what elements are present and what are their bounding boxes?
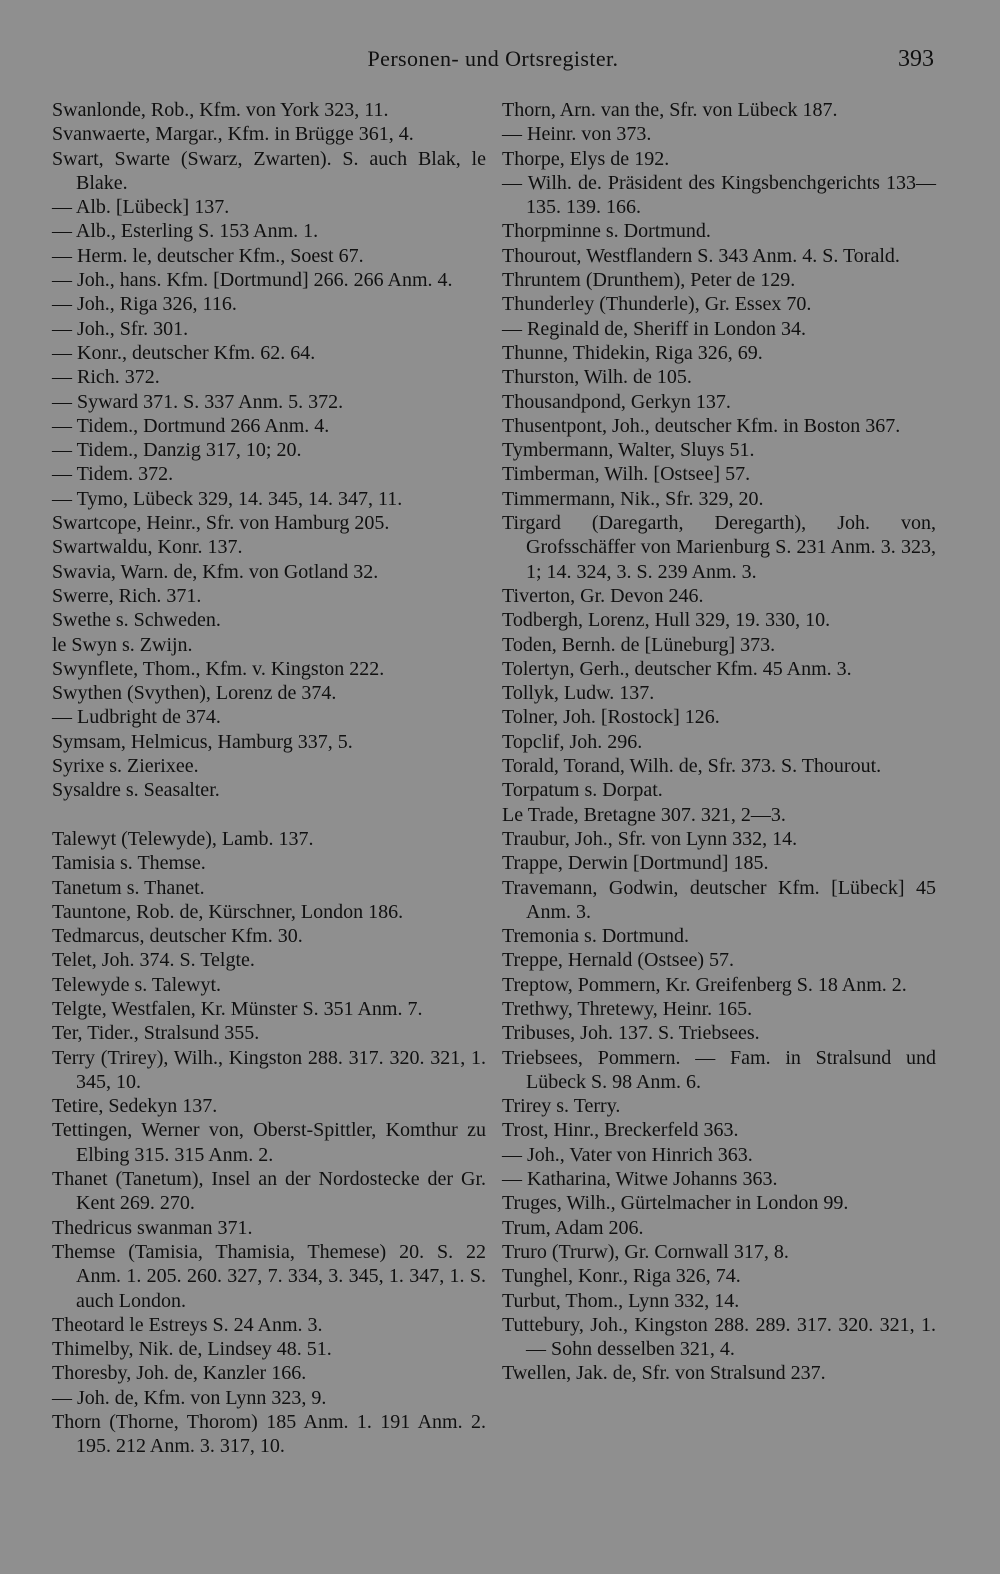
index-entry: Tuttebury, Joh., Kingston 288. 289. 317. 320. 321, 1. — Sohn desselben 321, 4. — [502, 1313, 936, 1361]
index-entry: Terry (Trirey), Wilh., Kingston 288. 317. 320. 321, 1. 345, 10. — [52, 1046, 486, 1093]
index-entry: — Rich. 372. — [52, 366, 160, 389]
index-entry: Tauntone, Rob. de, Kürschner, London 186. — [52, 900, 404, 923]
index-entry: Tolner, Joh. [Rostock] 126. — [502, 706, 720, 729]
index-entry: Symsam, Helmicus, Hamburg 337, 5. — [52, 730, 353, 753]
index-entry: — Ludbright de 374. — [52, 706, 221, 729]
index-entry: Swethe s. Schweden. — [52, 609, 221, 632]
index-entry: Telgte, Westfalen, Kr. Münster S. 351 Anm. 7. — [52, 997, 423, 1020]
index-entry: Tunghel, Konr., Riga 326, 74. — [502, 1265, 741, 1288]
index-entry: Thorn, Arn. van the, Sfr. von Lübeck 187. — [502, 99, 838, 121]
index-entry: Tetire, Sedekyn 137. — [52, 1095, 218, 1118]
index-entry: Thourout, Westflandern S. 343 Anm. 4. S. Torald. — [502, 244, 900, 267]
index-entry: Trappe, Derwin [Dortmund] 185. — [502, 852, 769, 875]
page-number: 393 — [898, 46, 934, 72]
index-entry: Toden, Bernh. de [Lüneburg] 373. — [502, 633, 776, 656]
index-entry: Swartcope, Heinr., Sfr. von Hamburg 205. — [52, 512, 390, 535]
index-entry: Trum, Adam 206. — [502, 1216, 644, 1239]
index-entry: — Reginald de, Sheriff in London 34. — [502, 317, 807, 340]
index-entry: Truges, Wilh., Gürtelmacher in London 99. — [502, 1192, 849, 1215]
index-entry: Torald, Torand, Wilh. de, Sfr. 373. S. Thourout. — [502, 755, 882, 778]
index-entry: — Alb. [Lübeck] 137. — [52, 196, 230, 219]
index-entry: Thoresby, Joh. de, Kanzler 166. — [52, 1362, 307, 1385]
index-entry: Swartwaldu, Konr. 137. — [52, 536, 243, 559]
index-entry: — Joh., Riga 326, 116. — [52, 293, 237, 316]
index-entry: Thorn (Thorne, Thorom) 185 Anm. 1. 191 Anm. 2. 195. 212 Anm. 3. 317, 10. — [52, 1411, 486, 1458]
index-entry: Travemann, Godwin, deutscher Kfm. [Lübeck] 45 Anm. 3. — [502, 876, 936, 923]
index-entry: Tribuses, Joh. 137. S. Triebsees. — [502, 1022, 760, 1045]
index-entry: Talewyt (Telewyde), Lamb. 137. — [52, 827, 314, 850]
index-entry: Trethwy, Thretewy, Heinr. 165. — [502, 997, 753, 1020]
index-entry: Trirey s. Terry. — [502, 1095, 621, 1118]
index-entry: Le Trade, Bretagne 307. 321, 2—3. — [502, 803, 786, 826]
section-gap — [52, 803, 486, 827]
index-entry: Todbergh, Lorenz, Hull 329, 19. 330, 10. — [502, 609, 831, 632]
index-entry: Triebsees, Pommern. — Fam. in Stralsund und Lübeck S. 98 Anm. 6. — [502, 1046, 936, 1093]
index-entry: Thorpe, Elys de 192. — [502, 147, 670, 170]
page-header — [52, 44, 934, 80]
index-entry: Torpatum s. Dorpat. — [502, 779, 663, 802]
index-entry: Tremonia s. Dortmund. — [502, 925, 690, 948]
index-entry: Traubur, Joh., Sfr. von Lynn 332, 14. — [502, 827, 798, 850]
index-entry: Trost, Hinr., Breckerfeld 363. — [502, 1119, 739, 1142]
index-column-left — [52, 98, 486, 1459]
index-entry: Tirgard (Daregarth, Deregarth), Joh. von, Grofsschäffer von Marienburg S. 231 Anm. 3. 323, 1; 14. 324, 3. S. 239 Anm. 3. — [502, 512, 936, 583]
index-entry: Twellen, Jak. de, Sfr. von Stralsund 237. — [502, 1362, 826, 1385]
index-entry: Thunne, Thidekin, Riga 326, 69. — [502, 341, 763, 364]
index-entry: Tettingen, Werner von, Oberst-Spittler, Komthur zu Elbing 315. 315 Anm. 2. — [52, 1119, 486, 1166]
index-entry: Tamisia s. Themse. — [52, 852, 206, 875]
index-entry: Timmermann, Nik., Sfr. 329, 20. — [502, 487, 764, 510]
index-entry: Tolertyn, Gerh., deutscher Kfm. 45 Anm. 3. — [502, 657, 852, 680]
index-entry: Swynflete, Thom., Kfm. v. Kingston 222. — [52, 657, 385, 680]
index-entry: Thurston, Wilh. de 105. — [502, 366, 692, 389]
index-entry: Treptow, Pommern, Kr. Greifenberg S. 18 Anm. 2. — [502, 973, 907, 996]
index-entry: Svanwaerte, Margar., Kfm. in Brügge 361, 4. — [52, 123, 414, 146]
index-entry: — Tidem., Danzig 317, 10; 20. — [52, 439, 302, 462]
index-entry: Swart, Swarte (Swarz, Zwarten). S. auch Blak, le Blake. — [52, 147, 486, 194]
index-entry: Thorpminne s. Dortmund. — [502, 220, 711, 243]
index-entry: Theotard le Estreys S. 24 Anm. 3. — [52, 1313, 323, 1336]
index-entry: Thanet (Tanetum), Insel an der Nordostecke der Gr. Kent 269. 270. — [52, 1168, 486, 1215]
index-entry: Tanetum s. Thanet. — [52, 876, 205, 899]
index-entry: Telewyde s. Talewyt. — [52, 973, 222, 996]
index-entry: — Heinr. von 373. — [502, 123, 652, 146]
index-entry: — Syward 371. S. 337 Anm. 5. 372. — [52, 390, 344, 413]
index-entry: Tedmarcus, deutscher Kfm. 30. — [52, 925, 303, 948]
running-title: Personen- und Ortsregister. — [367, 46, 619, 71]
index-entry: — Wilh. de. Präsident des Kingsbenchgerichts 133—135. 139. 166. — [502, 171, 936, 219]
index-entry: Truro (Trurw), Gr. Cornwall 317, 8. — [502, 1240, 789, 1263]
index-entry: Tiverton, Gr. Devon 246. — [502, 584, 704, 607]
index-entry: Telet, Joh. 374. S. Telgte. — [52, 949, 255, 972]
index-entry: — Joh. de, Kfm. von Lynn 323, 9. — [52, 1386, 327, 1409]
index-entry: — Alb., Esterling S. 153 Anm. 1. — [52, 220, 319, 243]
index-entry: Swanlonde, Rob., Kfm. von York 323, 11. — [52, 99, 389, 121]
index-entry: Thusentpont, Joh., deutscher Kfm. in Boston 367. — [502, 414, 901, 437]
index-entry: Turbut, Thom., Lynn 332, 14. — [502, 1289, 740, 1312]
index-entry: — Joh., hans. Kfm. [Dortmund] 266. 266 Anm. 4. — [52, 269, 453, 292]
index-entry: Thunderley (Thunderle), Gr. Essex 70. — [502, 293, 812, 316]
index-entry: Treppe, Hernald (Ostsee) 57. — [502, 949, 734, 972]
index-entry: le Swyn s. Zwijn. — [52, 633, 193, 656]
index-entry: — Tidem. 372. — [52, 463, 174, 486]
index-entry: Ter, Tider., Stralsund 355. — [52, 1022, 260, 1045]
index-entry: Tollyk, Ludw. 137. — [502, 682, 655, 705]
index-entry: Timberman, Wilh. [Ostsee] 57. — [502, 463, 751, 486]
index-entry: Sysaldre s. Seasalter. — [52, 779, 220, 802]
index-entry: Syrixe s. Zierixee. — [52, 755, 199, 778]
index-entry: Thousandpond, Gerkyn 137. — [502, 390, 731, 413]
index-entry: — Herm. le, deutscher Kfm., Soest 67. — [52, 244, 364, 267]
index-entry: Swavia, Warn. de, Kfm. von Gotland 32. — [52, 560, 379, 583]
index-entry: — Konr., deutscher Kfm. 62. 64. — [52, 341, 316, 364]
index-entry: Thedricus swanman 371. — [52, 1216, 253, 1239]
index-entry: Thimelby, Nik. de, Lindsey 48. 51. — [52, 1338, 332, 1361]
index-entry: Swerre, Rich. 371. — [52, 584, 202, 607]
index-column-right — [502, 98, 936, 1386]
index-entry: Tymbermann, Walter, Sluys 51. — [502, 439, 755, 462]
index-entry: Themse (Tamisia, Thamisia, Themese) 20. S. 22 Anm. 1. 205. 260. 327, 7. 334, 3. 345, 1. 347, 1. S. auch London. — [52, 1240, 486, 1312]
index-entry: Thruntem (Drunthem), Peter de 129. — [502, 269, 796, 292]
index-entry: Topclif, Joh. 296. — [502, 730, 643, 753]
index-entry: — Tymo, Lübeck 329, 14. 345, 14. 347, 11. — [52, 487, 403, 510]
index-entry: — Joh., Sfr. 301. — [52, 317, 189, 340]
index-entry: — Joh., Vater von Hinrich 363. — [502, 1143, 753, 1166]
index-entry: — Katharina, Witwe Johanns 363. — [502, 1168, 778, 1191]
index-entry: — Tidem., Dortmund 266 Anm. 4. — [52, 414, 330, 437]
index-entry: Swythen (Svythen), Lorenz de 374. — [52, 682, 337, 705]
